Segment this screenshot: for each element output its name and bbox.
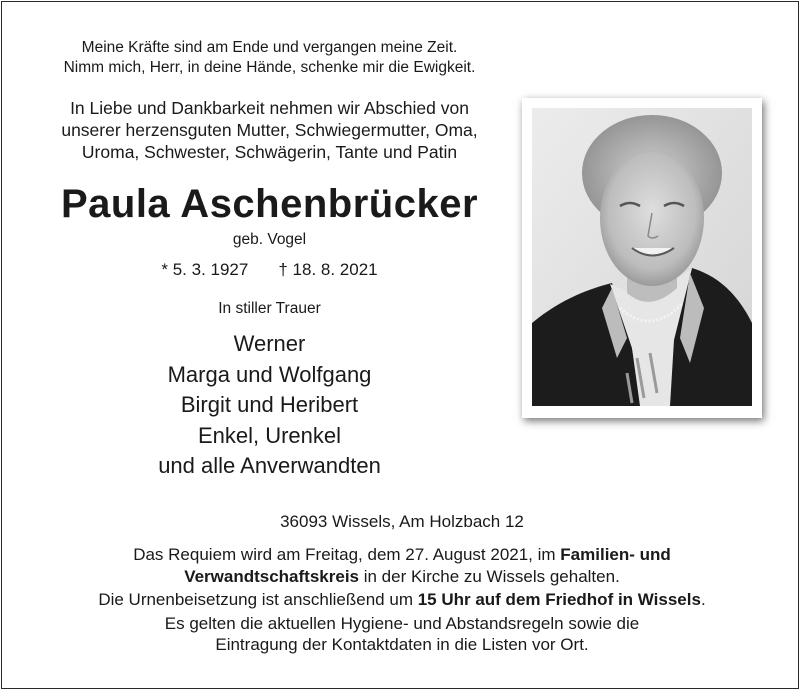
urn-text-a: Die Urnenbeisetzung ist anschließend um	[98, 590, 418, 609]
intro-line-3: Uroma, Schwester, Schwägerin, Tante und Patin	[81, 142, 458, 162]
requiem-info	[32, 544, 772, 587]
rules-line-2: Eintragung der Kontaktdaten in die Listen vor Ort.	[215, 635, 589, 654]
requiem-bold-1: Familien- und	[560, 545, 671, 564]
farewell-intro	[42, 97, 497, 163]
mourning-label: In stiller Trauer	[218, 300, 321, 317]
family-member: und alle Anverwandten	[158, 453, 381, 478]
ceremony-details	[32, 544, 772, 658]
birth-star-icon: *	[161, 260, 168, 279]
portrait-frame	[522, 98, 762, 418]
urn-burial-info	[32, 589, 772, 611]
hygiene-rules	[32, 613, 772, 656]
family-member: Marga und Wolfgang	[167, 361, 372, 387]
portrait-photo	[532, 108, 752, 406]
urn-text-b: .	[700, 590, 706, 609]
family-address: 36093 Wissels, Am Holzbach 12	[280, 512, 524, 531]
family-list	[42, 329, 497, 482]
death-date: 18. 8. 2021	[292, 260, 378, 279]
intro-line-2: unserer herzensguten Mutter, Schwiegermutter, Oma,	[61, 120, 478, 140]
death-cross-icon: †	[278, 260, 288, 279]
portrait-image	[532, 108, 752, 406]
birth-date: 5. 3. 1927	[172, 260, 249, 279]
family-member: Werner	[233, 331, 306, 356]
deceased-name: Paula Aschenbrücker	[60, 182, 479, 226]
requiem-text-a: Das Requiem wird am Freitag, dem 27. August 2021, im	[133, 545, 561, 564]
requiem-bold-2: Verwandtschaftskreis	[184, 566, 359, 586]
bible-motto	[42, 38, 497, 78]
motto-line-1: Meine Kräfte sind am Ende und vergangen meine Zeit.	[81, 39, 458, 56]
obituary-notice	[1, 1, 799, 689]
birth-name: geb. Vogel	[232, 231, 307, 248]
family-member: Birgit und Heribert	[180, 392, 359, 417]
rules-line-1: Es gelten die aktuellen Hygiene- und Abstandsregeln sowie die	[164, 613, 640, 633]
requiem-text-b: in der Kirche zu Wissels gehalten.	[359, 566, 620, 586]
life-dates	[42, 260, 497, 280]
motto-line-2: Nimm mich, Herr, in deine Hände, schenke mir die Ewigkeit.	[63, 59, 476, 76]
family-member: Enkel, Urenkel	[197, 422, 342, 448]
urn-bold: 15 Uhr auf dem Friedhof in Wissels	[417, 590, 701, 609]
intro-line-1: In Liebe und Dankbarkeit nehmen wir Abschied von	[70, 98, 469, 118]
